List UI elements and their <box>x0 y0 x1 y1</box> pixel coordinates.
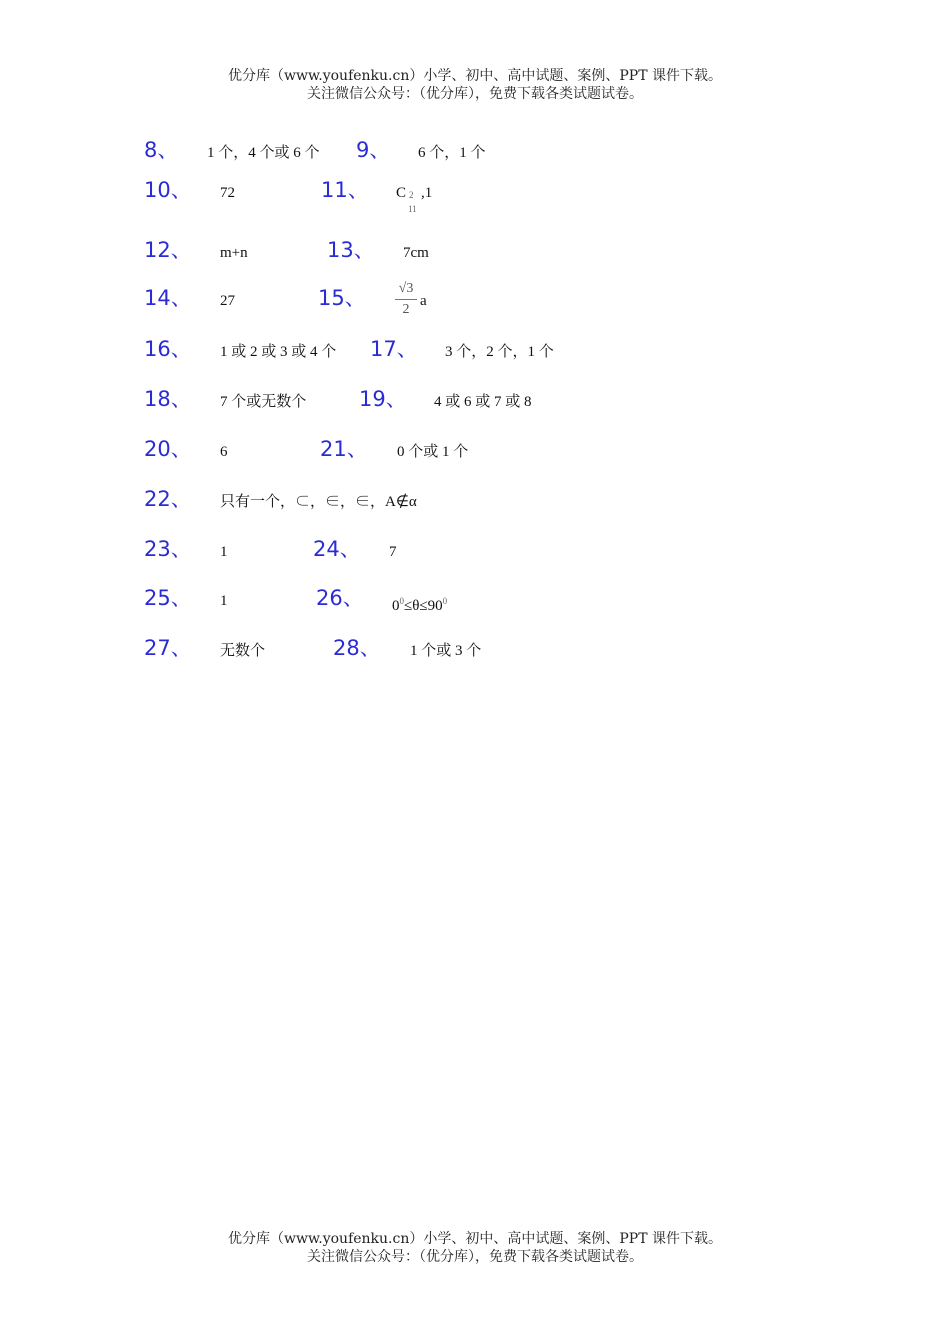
answer-11-tail: ,1 <box>421 185 433 201</box>
question-number-24: 24、 <box>313 537 361 561</box>
answer-22: 只有一个，⊂，∈，∈，A∉α <box>220 494 417 510</box>
answer-11-subscript: 11 <box>408 204 417 214</box>
answer-11-superscript: 2 <box>409 190 414 200</box>
question-number-21: 21、 <box>320 437 368 461</box>
answer-13: 7cm <box>403 245 429 261</box>
answer-28: 1 个或 3 个 <box>410 643 482 659</box>
answer-8: 1 个，4 个或 6 个 <box>207 145 320 161</box>
answer-12: m+n <box>220 245 248 261</box>
question-number-10: 10、 <box>144 178 192 202</box>
answer-15-numerator: √3 <box>398 281 414 296</box>
question-number-15: 15、 <box>318 286 366 310</box>
header-line-2: 关注微信公众号：（优分库），免费下载各类试题试卷。 <box>307 86 643 102</box>
page-header <box>0 67 950 103</box>
answer-19: 4 或 6 或 7 或 8 <box>434 394 532 410</box>
answer-15-denominator: 2 <box>402 302 410 317</box>
answer-26-middle: ≤θ≤90 <box>404 598 443 614</box>
question-number-28: 28、 <box>333 636 381 660</box>
answer-16: 1 或 2 或 3 或 4 个 <box>220 344 337 360</box>
question-number-11: 11、 <box>321 178 369 202</box>
question-number-25: 25、 <box>144 586 192 610</box>
question-number-27: 27、 <box>144 636 192 660</box>
answer-26-degree-1: 0 <box>399 596 404 606</box>
answer-25: 1 <box>220 593 228 609</box>
answer-23: 1 <box>220 544 228 560</box>
answer-10: 72 <box>220 185 235 201</box>
question-number-14: 14、 <box>144 286 192 310</box>
question-number-20: 20、 <box>144 437 192 461</box>
question-number-13: 13、 <box>327 238 375 262</box>
question-number-26: 26、 <box>316 586 364 610</box>
page-footer <box>0 1230 950 1266</box>
answer-26-start: 0 <box>392 598 400 614</box>
footer-line-2: 关注微信公众号：（优分库），免费下载各类试题试卷。 <box>307 1249 643 1265</box>
question-number-18: 18、 <box>144 387 192 411</box>
question-number-9: 9、 <box>356 138 391 162</box>
question-number-16: 16、 <box>144 337 192 361</box>
answer-26 <box>392 592 447 615</box>
question-number-19: 19、 <box>359 387 407 411</box>
answer-20: 6 <box>220 444 228 460</box>
answer-24: 7 <box>389 544 397 560</box>
answer-27: 无数个 <box>220 643 266 659</box>
answer-26-degree-2: 0 <box>442 596 448 606</box>
answer-21: 0 个或 1 个 <box>397 444 469 460</box>
question-number-22: 22、 <box>144 487 192 511</box>
answer-15-fraction <box>395 281 417 318</box>
answer-17: 3 个，2 个，1 个 <box>445 344 554 360</box>
answer-15-tail: a <box>420 293 427 309</box>
footer-line-1: 优分库（www.youfenku.cn）小学、初中、高中试题、案例、PPT 课件下载。 <box>227 1231 722 1247</box>
question-number-17: 17、 <box>370 337 418 361</box>
answer-9: 6 个，1 个 <box>418 145 486 161</box>
header-line-1: 优分库（www.youfenku.cn）小学、初中、高中试题、案例、PPT 课件下载。 <box>227 68 722 84</box>
answer-14: 27 <box>220 293 235 309</box>
question-number-23: 23、 <box>144 537 192 561</box>
answer-18: 7 个或无数个 <box>220 394 307 410</box>
question-number-12: 12、 <box>144 238 192 262</box>
question-number-8: 8、 <box>144 138 179 162</box>
answer-11-base: C <box>396 185 407 201</box>
fraction-bar <box>395 299 417 300</box>
